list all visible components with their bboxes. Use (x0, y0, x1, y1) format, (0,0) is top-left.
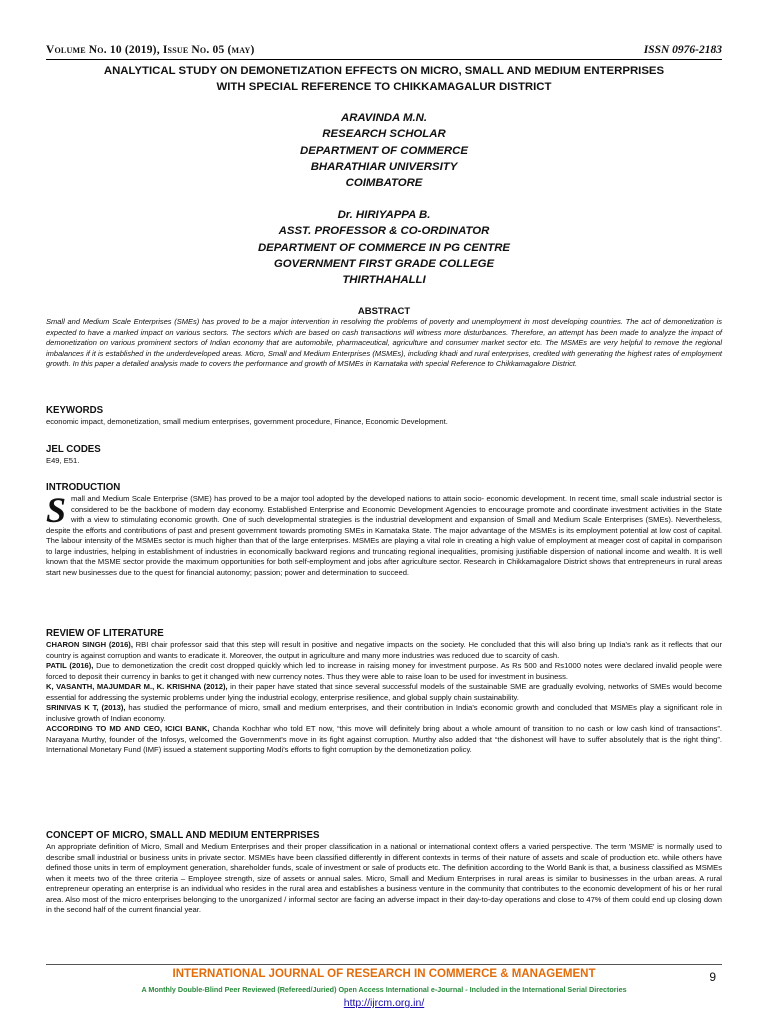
paper-title (46, 63, 722, 95)
jel-text: E49, E51. (46, 456, 80, 465)
keywords-heading: KEYWORDS (46, 405, 104, 416)
author-2-college: GOVERNMENT FIRST GRADE COLLEGE (273, 257, 495, 270)
author-1-university: BHARATHIAR UNIVERSITY (310, 160, 458, 173)
author-2-city: THIRTHAHALLI (342, 274, 426, 287)
keywords-text: economic impact, demonetization, small medium enterprises, government procedure, Finance, Economic Development. (46, 417, 448, 426)
concept-text: An appropriate definition of Micro, Small and Medium Enterprises and their proper classification in a national or international context offers a varied perspective. The term 'MSME' is normally used to describe small industrial or business units in private sector. MSMEs have been classified differently in different contexts in terms of their nature of assets and scale of production etc. while others have defined those units in term of employment generation, shareholder funds, scale of investment or sale of products etc. The definition according to the World Bank is that, a business classified as MSMEs when it meets two of the three criteria – Employee strength, size of assets or annual sales. Micro, Small and Medium Enterprises in rural areas is similar to businesses in the urban areas. A rural entrepreneur operating an enterprise is an individual who resides in the rural area and establishes a business venture in the community that contributes to the economic development of his or her rural area. Also most of the micro enterprises belonging to the unorganized / informal sector are facing an adverse impact in their day-to-day operations and close to 47% of them could end up closing down in the second half of the current financial year. (46, 842, 722, 914)
author-2-dept: DEPARTMENT OF COMMERCE IN PG CENTRE (257, 241, 511, 254)
abstract-section (46, 306, 722, 370)
author-1-role: RESEARCH SCHOLAR (322, 128, 446, 141)
issn: ISSN 0976-2183 (643, 44, 722, 56)
review-item-text: in their paper have stated that since several successful models of the sustainable SME are gradually evolving, networks of SMEs would become essential for addressing the systemic problems under lying the industrial ecology, enterprise resilience, and global supply chain sustainability. (46, 682, 722, 702)
journal-url-link[interactable]: http://ijrcm.org.in/ (343, 997, 425, 1009)
review-item (46, 703, 722, 724)
review-item-lead: K, VASANTH, MAJUMDAR M., K. KRISHNA (2012), (46, 682, 228, 691)
author-2-role: ASST. PROFESSOR & CO-ORDINATOR (278, 225, 490, 238)
footer-rule (46, 964, 722, 965)
review-item-text: Due to demonetization the credit cost dropped quickly which led to increase in raising money for investment purpose. As Rs 500 and Rs1000 notes were declared invalid people were forced to deposit their currency in banks to get it changed with new currency notes. Thus they were able to raise loan to be used for investment in business. (46, 661, 722, 681)
introduction-section (46, 482, 722, 578)
author-1-name: ARAVINDA M.N. (340, 112, 428, 124)
review-item-lead: CHARON SINGH (2016), (46, 640, 133, 649)
running-header (46, 44, 722, 60)
review-item-lead: PATIL (2016), (46, 661, 94, 670)
review-item-text: has studied the performance of micro, small and medium enterprises, and their contribution in India's economic growth and concluded that MSMEs play a significant role in inclusive growth of Indian economy. (46, 703, 722, 723)
review-heading: REVIEW OF LITERATURE (46, 628, 164, 639)
concept-heading: CONCEPT OF MICRO, SMALL AND MEDIUM ENTERPRISES (46, 830, 320, 841)
introduction-heading: INTRODUCTION (46, 482, 121, 493)
review-item (46, 661, 722, 682)
jel-section (46, 444, 722, 467)
header-rule (46, 59, 722, 60)
author-1-dept: DEPARTMENT OF COMMERCE (300, 144, 468, 157)
drop-cap: S (46, 490, 67, 530)
title-line-1: ANALYTICAL STUDY ON DEMONETIZATION EFFECTS ON MICRO, SMALL AND MEDIUM ENTERPRISES (103, 65, 665, 77)
review-section (46, 628, 722, 756)
review-item (46, 682, 722, 703)
jel-heading: JEL CODES (46, 444, 101, 455)
author-2-name: Dr. HIRIYAPPA B. (337, 209, 431, 221)
introduction-text: mall and Medium Scale Enterprise (SME) has proved to be a major tool adopted by the developed nations to attain socio- economic development. In recent time, small scale industrial sector is considered to be the backbone of modern day economy. Established Enterprise and Economic Development Agencies to encourage promote and coordinate investment activities in the State with a view to stimulating economic growth. One of such developmental strategies is the industrial development and expansion of Small and Medium Scale Enterprises (SMEs). Nevertheless, despite the efforts and contributions of past and present government towards promoting SMEs in Karnataka State. The major advantage of the MSMEs is its employment potential at low cost of capital. The labour intensity of the MSMEs sector is much higher than that of the large enterprises. MSMEs are playing a vital role in creating a high value of employment at meager cost of capital in comparison to large industries, helping in establishment of industries in economically backward regions and truncating regional inequalities, promising justifiable dispersion of national income and wealth. It is well known that the MSME sector provide the maximum opportunities for both self-employment and jobs after agriculture sector. Research in Chikkamagalore District shows that entrepreneurs in rural areas start new businesses due to the quest for financial autonomy; passion; power and determination to succeed. (46, 494, 722, 577)
abstract-heading: ABSTRACT (357, 306, 411, 317)
author-2-block (46, 207, 722, 288)
review-item-text: Chanda Kochhar who told ET now, “this move will definitely bring about a whole amount of transition to no cash or low cash kind of transactions”. Narayana Murthy, founder of the Infosys, welcomed the Government's move in its fight against corruption. Murthy also added that “the dishonest will have to suffer absolutely that is the right thing”. International Monetary Fund (IMF) issued a statement supporting Modi's efforts to fight corruption by the demonetization policy. (46, 724, 722, 754)
title-line-2: WITH SPECIAL REFERENCE TO CHIKKAMAGALUR DISTRICT (216, 81, 552, 93)
volume-issue: Volume No. 10 (2019), Issue No. 05 (may) (46, 44, 255, 56)
keywords-section (46, 405, 722, 428)
review-item (46, 640, 722, 661)
review-item-lead: ACCORDING TO MD AND CEO, ICICI BANK, (46, 724, 210, 733)
author-1-city: COIMBATORE (345, 177, 423, 190)
introduction-body (46, 490, 722, 578)
abstract-text: Small and Medium Scale Enterprises (SMEs) has proved to be a major intervention in resolving the problems of poverty and unemployment in most developing countries. The act of demonetization is expected to have a marked impact on various sectors. The sectors which are based on cash transactions will witness more disturbances. Therefore, an attempt has been made to analyze the impact of demonetization on various prominent sectors of Indian economy that are automobile, pharmaceutical, agriculture and consumer market sector etc. The MSMEs are very helpful to remove the regional imbalances if it is established in the underdeveloped areas. Micro, Small and Medium Enterprises (MSMEs), including khadi and rural enterprises, credited with generating the highest rates of employment growth. In this paper a detailed analysis made to covers the performance and growth of MSMEs in Karnataka with special Reference to Chikkamagalore District. (46, 317, 722, 368)
author-1-block (46, 110, 722, 191)
review-item (46, 724, 722, 756)
concept-section (46, 830, 722, 916)
review-item-text: RBI chair professor said that this step will result in positive and negative impacts on the society. He concluded that this will also bring up India's rank as it reflects that our country is against corruption and wants to eradicate it. Moreover, the output in agriculture and many more industries was reduced due to scarcity of cash. (46, 640, 722, 660)
journal-tagline: A Monthly Double-Blind Peer Reviewed (Refereed/Juried) Open Access International e-Journal - Included in the International Serial Directories (141, 985, 627, 994)
review-item-lead: SRINIVAS K T, (2013), (46, 703, 126, 712)
page-number: 9 (709, 970, 716, 984)
journal-name: INTERNATIONAL JOURNAL OF RESEARCH IN COMMERCE & MANAGEMENT (172, 968, 596, 980)
